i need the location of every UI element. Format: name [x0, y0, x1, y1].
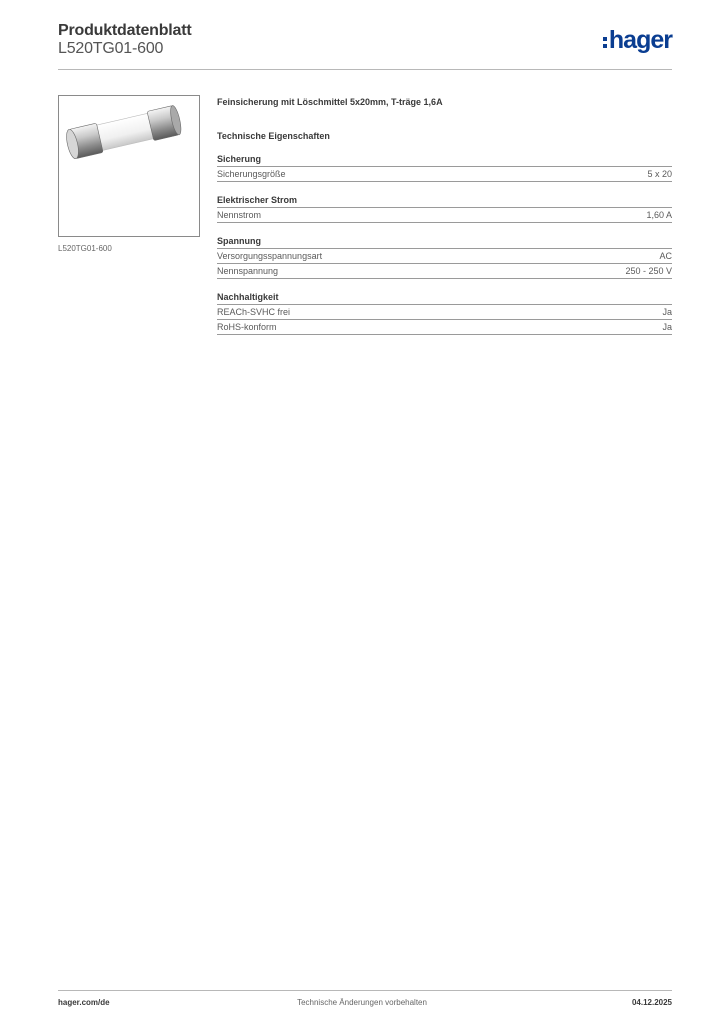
group-title: Nachhaltigkeit: [217, 292, 672, 305]
property-row: [217, 264, 672, 279]
property-label: Versorgungsspannungsart: [217, 251, 323, 261]
group-title: Spannung: [217, 236, 672, 249]
property-value: 5 x 20: [647, 169, 672, 179]
logo-text: hager: [608, 26, 672, 54]
property-row: [217, 167, 672, 182]
footer-divider: [58, 990, 672, 991]
group-title: Elektrischer Strom: [217, 195, 672, 208]
property-label: Nennspannung: [217, 266, 279, 276]
property-value: AC: [659, 251, 672, 261]
product-number: L520TG01-600: [58, 40, 164, 57]
section-heading: Technische Eigenschaften: [217, 131, 330, 141]
property-row: [217, 249, 672, 264]
property-value: 1,60 A: [646, 210, 672, 220]
property-value: Ja: [662, 307, 672, 317]
property-row: [217, 305, 672, 320]
property-group-strom: [217, 195, 672, 223]
property-group-sicherung: [217, 154, 672, 182]
logo-dots-icon: [603, 37, 607, 48]
product-details: [217, 97, 672, 335]
footer-disclaimer: Technische Änderungen vorbehalten: [297, 998, 427, 1007]
property-label: REACh-SVHC frei: [217, 307, 291, 317]
property-value: Ja: [662, 322, 672, 332]
product-description: Feinsicherung mit Löschmittel 5x20mm, T-träge 1,6A: [217, 97, 443, 107]
image-caption: L520TG01-600: [58, 244, 112, 253]
property-label: Sicherungsgröße: [217, 169, 286, 179]
footer-date: 04.12.2025: [631, 998, 672, 1007]
footer-website-link[interactable]: hager.com/de: [58, 998, 110, 1007]
header-divider: [58, 69, 672, 70]
document-title: Produktdatenblatt: [58, 22, 192, 39]
hager-logo: [603, 28, 672, 53]
property-value: 250 - 250 V: [625, 266, 672, 276]
property-label: RoHS-konform: [217, 322, 277, 332]
fuse-image-icon: [59, 96, 199, 236]
property-group-nachhaltigkeit: [217, 292, 672, 335]
product-image-frame: [58, 95, 200, 237]
property-group-spannung: [217, 236, 672, 279]
property-row: [217, 208, 672, 223]
property-label: Nennstrom: [217, 210, 262, 220]
group-title: Sicherung: [217, 154, 672, 167]
property-row: [217, 320, 672, 335]
